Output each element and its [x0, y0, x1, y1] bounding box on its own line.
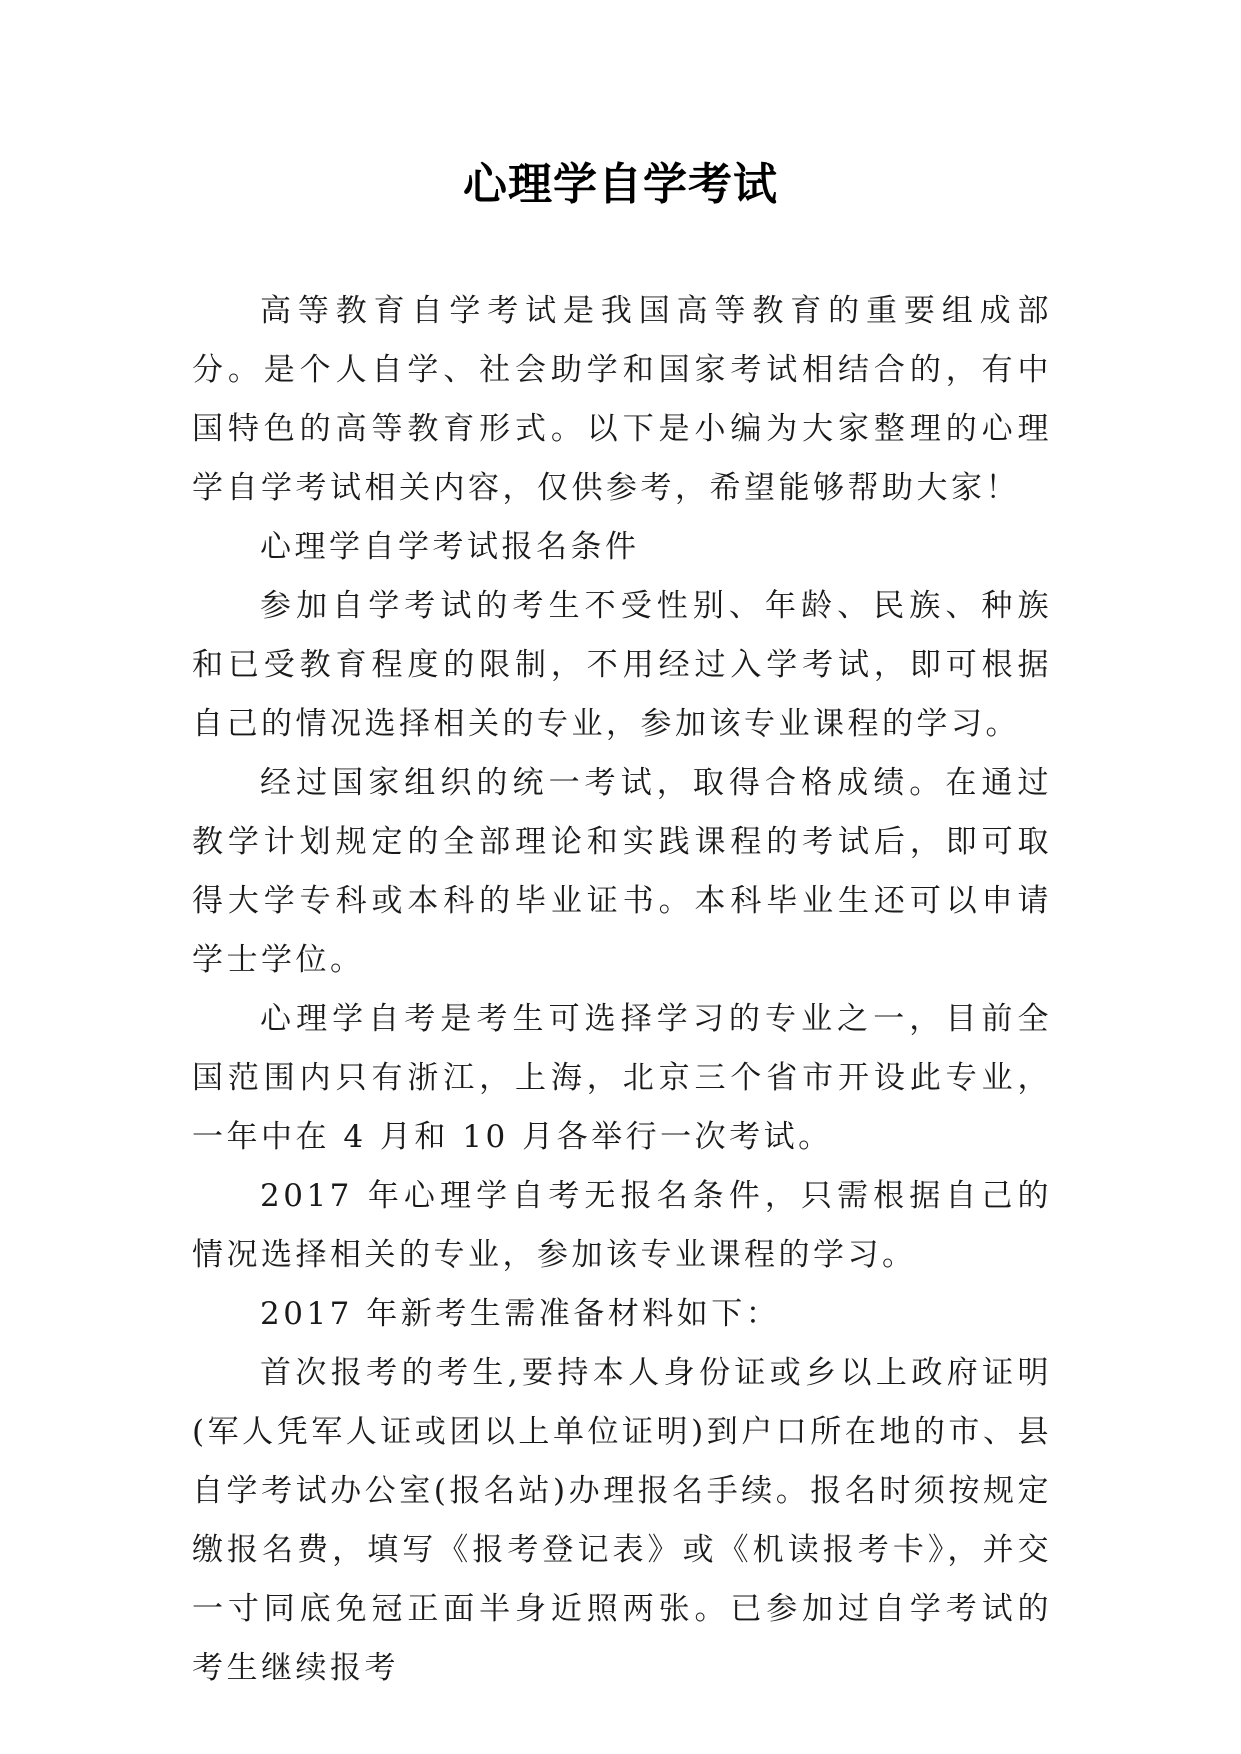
paragraph-section-heading: 心理学自学考试报名条件: [260, 529, 640, 565]
paragraph-intro: 高等教育自学考试是我国高等教育的重要组成部分。是个人自学、社会助学和国家考试相结合的，有中国特色的高等教育形式。以下是小编为大家整理的心理学自学考试相关内容，仅供参考，希望能够帮助大家！: [192, 293, 1052, 506]
paragraph-eligibility: 参加自学考试的考生不受性别、年龄、民族、种族和已受教育程度的限制，不用经过入学考试，即可根据自己的情况选择相关的专业，参加该专业课程的学习。: [192, 588, 1052, 742]
paragraph-certificate: 经过国家组织的统一考试，取得合格成绩。在通过教学计划规定的全部理论和实践课程的考试后，即可取得大学专科或本科的毕业证书。本科毕业生还可以申请学士学位。: [192, 765, 1052, 978]
paragraph-registration: 首次报考的考生,要持本人身份证或乡以上政府证明(军人凭军人证或团以上单位证明)到户口所在地的市、县自学考试办公室(报名站)办理报名手续。报名时须按规定缴报名费，填写《报考登记表》或《机读报考卡》，并交一寸同底免冠正面半身近照两张。已参加过自学考试的考生继续报考: [192, 1355, 1052, 1686]
paragraph-major-info: 心理学自考是考生可选择学习的专业之一，目前全国范围内只有浙江，上海，北京三个省市开设此专业，一年中在 4 月和 10 月各举行一次考试。: [192, 1001, 1052, 1155]
document-title: 心理学自学考试: [463, 159, 778, 210]
paragraph-2017-conditions: 2017 年心理学自考无报名条件，只需根据自己的情况选择相关的专业，参加该专业课程的学习。: [192, 1178, 1052, 1273]
paragraph-materials-heading: 2017 年新考生需准备材料如下：: [260, 1296, 781, 1332]
document-body: [192, 282, 1052, 1698]
